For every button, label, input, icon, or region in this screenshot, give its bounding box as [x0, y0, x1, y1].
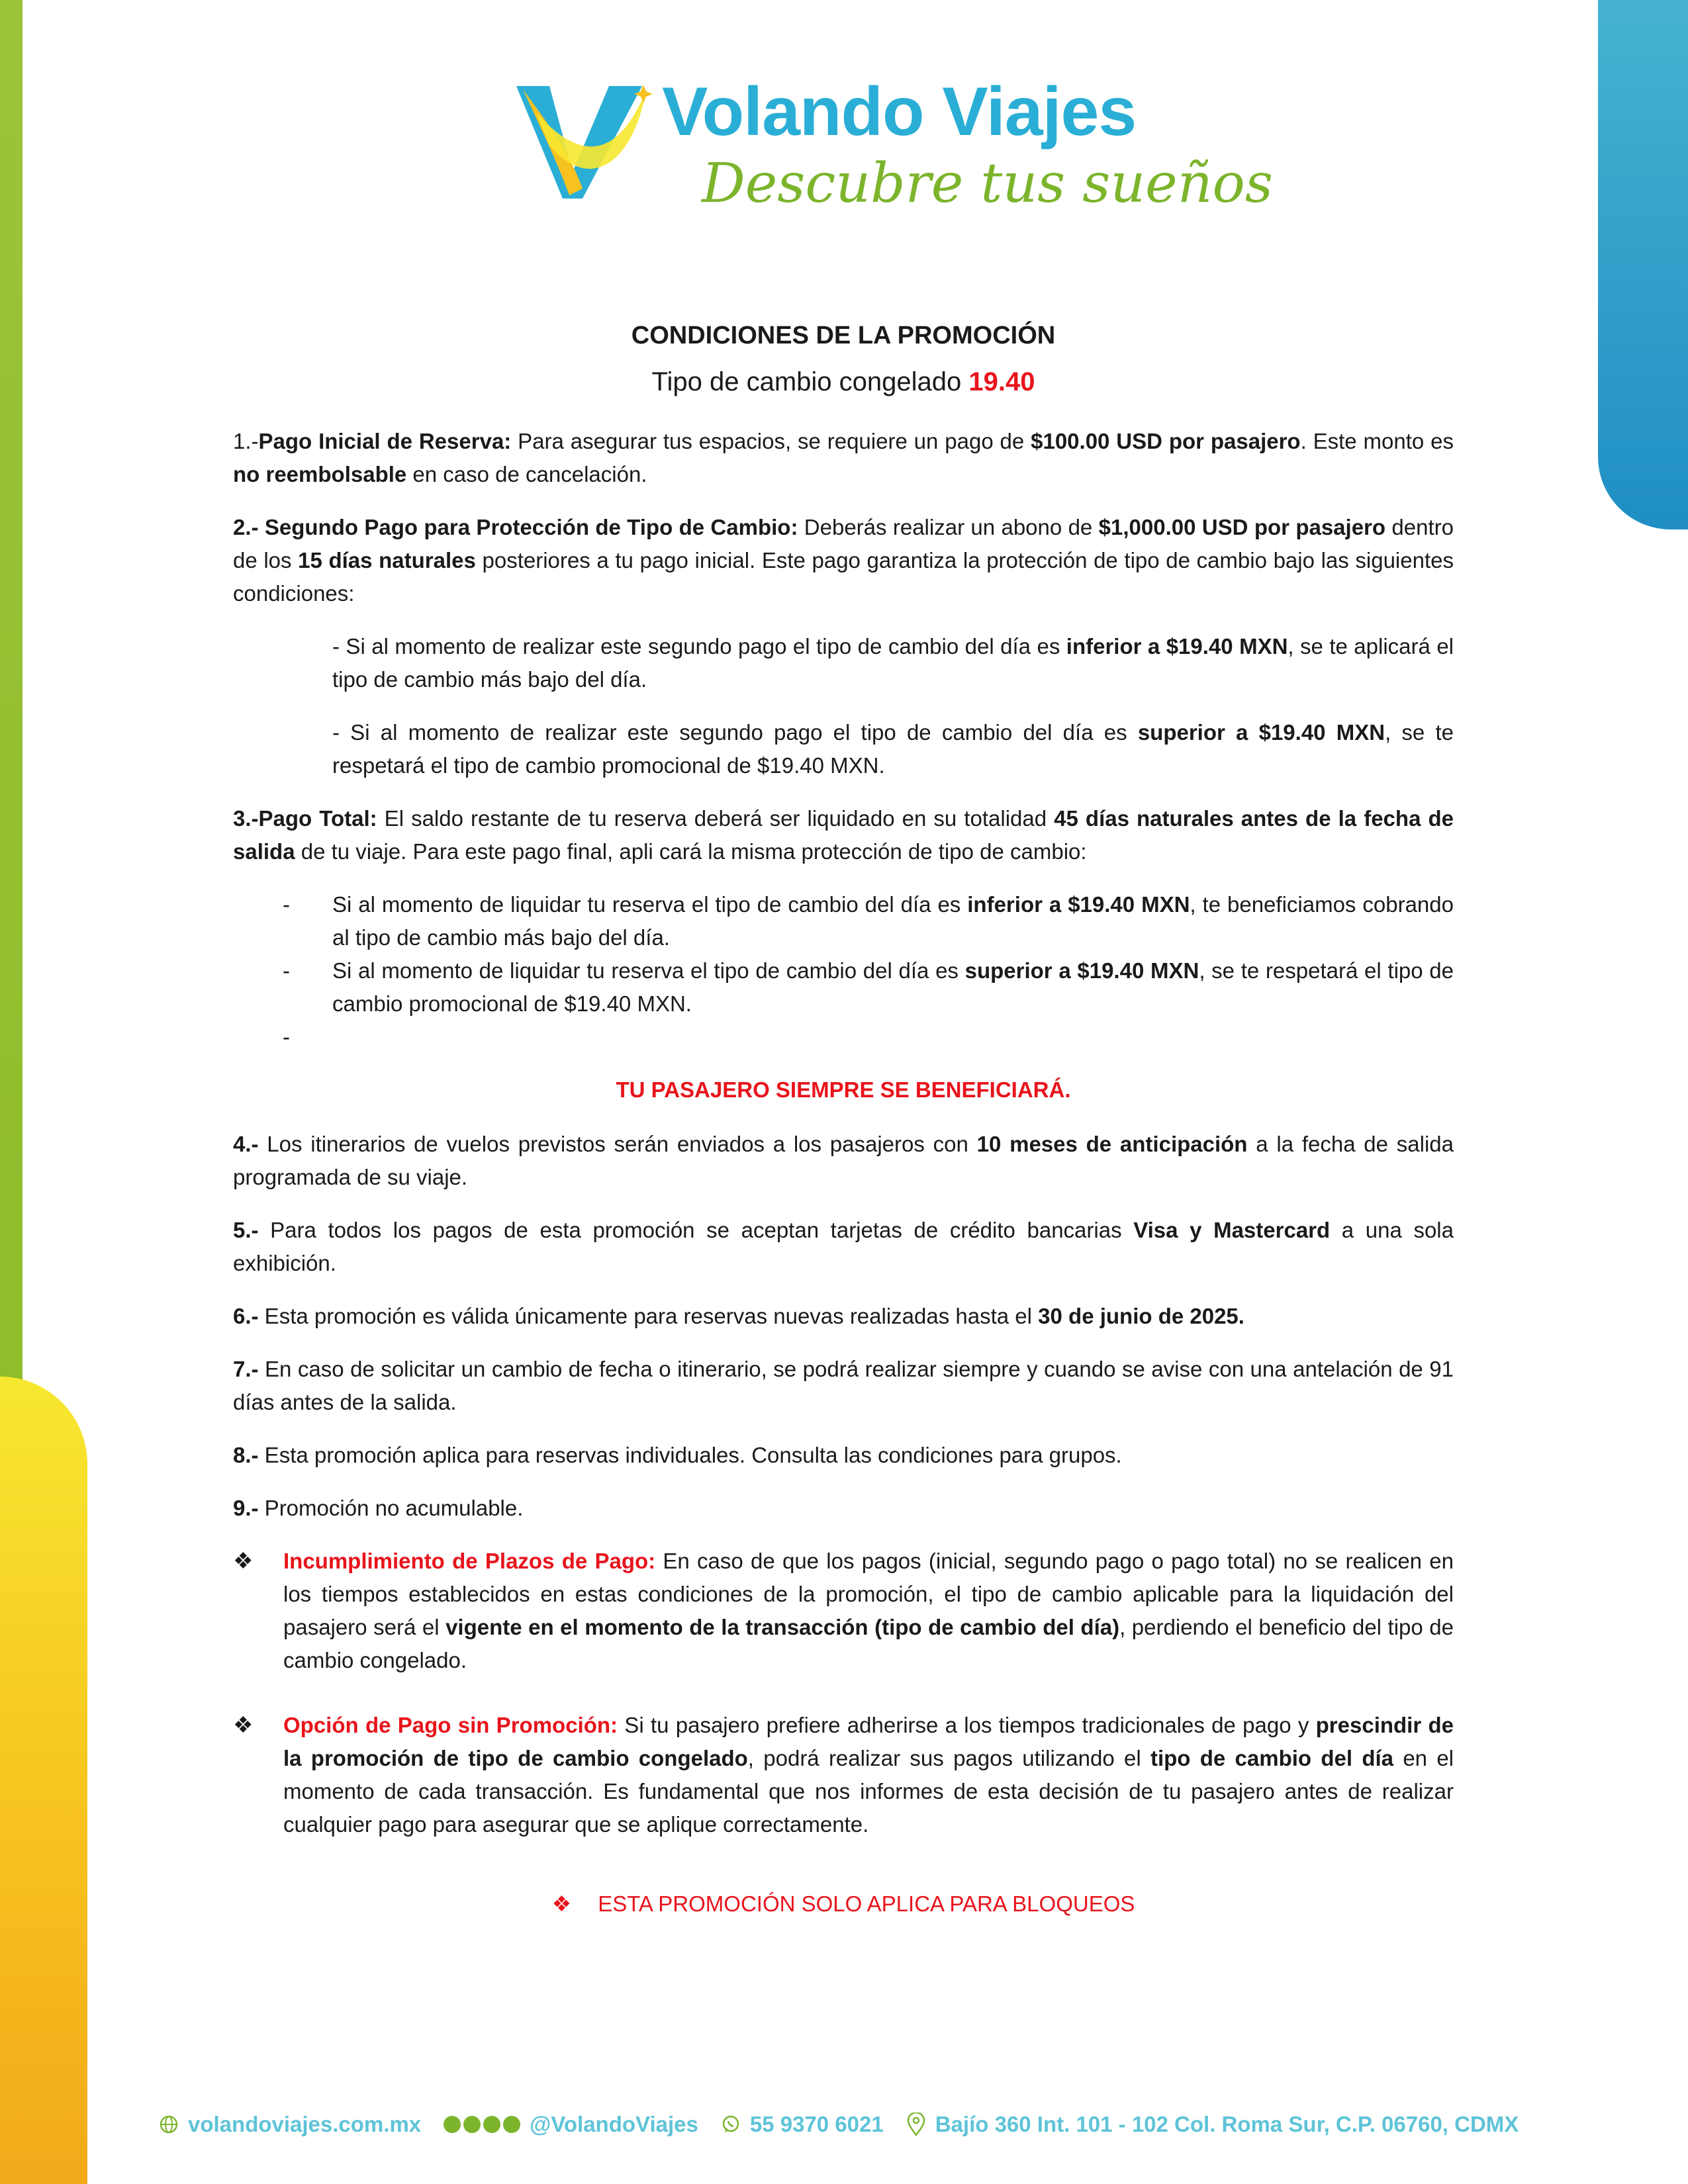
document-title: CONDICIONES DE LA PROMOCIÓN	[631, 322, 1056, 349]
condition-2-amount: $1,000.00 USD por pasajero	[1098, 515, 1386, 539]
condition-3-text-2: de tu viaje. Para este pago final, apli cará la misma protección de tipo de cambio:	[295, 839, 1087, 864]
list-item-text-2: , te beneficiamos cobrando al tipo de cambio más bajo del día.	[332, 892, 1454, 950]
brand-tagline: Descubre tus sueños	[702, 152, 1273, 215]
final-notice-text: ESTA PROMOCIÓN SOLO APLICA PARA BLOQUEOS	[598, 1891, 1135, 1916]
condition-2-days: 15 días naturales	[298, 548, 476, 572]
bullet-late-payment-rate: vigente en el momento de la transacción (tipo de cambio del día)	[445, 1615, 1120, 1639]
condition-4-text-2: a la fecha de salida programada de su viaje.	[233, 1132, 1454, 1189]
list-item-empty	[233, 1021, 1454, 1054]
condition-4	[233, 1128, 1454, 1194]
condition-1-text-3: en caso de cancelación.	[406, 462, 647, 486]
condition-5-text-2: a una sola exhibición.	[233, 1218, 1454, 1275]
bullet-no-promo	[233, 1709, 1454, 1841]
dash-marker: -	[283, 1024, 290, 1049]
condition-5-number: 5.-	[233, 1218, 259, 1242]
document-subtitle	[233, 365, 1454, 398]
location-pin-icon	[906, 2113, 926, 2136]
condition-3-deadline: 45 días naturales antes de la fecha de salida	[233, 806, 1454, 864]
sub-1-threshold: inferior a $19.40 MXN	[1066, 634, 1288, 659]
sub-1-text: - Si al momento de realizar este segundo pago el tipo de cambio del día es	[332, 634, 1066, 659]
condition-7-text: En caso de solicitar un cambio de fecha o itinerario, se podrá realizar siempre y cuando se avise con una antelación de 91 días antes de la salida.	[233, 1357, 1454, 1414]
condition-9-text: Promoción no acumulable.	[258, 1496, 524, 1520]
bullet-no-promo-rate: tipo de cambio del día	[1150, 1746, 1394, 1770]
bullet-late-payment-heading: Incumplimiento de Plazos de Pago:	[283, 1549, 656, 1573]
decorative-right-blue-band	[1598, 0, 1688, 529]
condition-7	[233, 1353, 1454, 1419]
condition-2-sub-2	[332, 716, 1454, 782]
bullet-late-payment-text: En caso de que los pagos (inicial, segundo pago o pago total) no se realicen en los tiempos establecidos en estas condiciones de la promoción, el tipo de cambio aplicable para la liquidación del pasajero será el	[283, 1549, 1454, 1639]
condition-2-text-3: posteriores a tu pago inicial. Este pago garantiza la protección de tipo de cambio bajo las siguientes condiciones:	[233, 548, 1454, 606]
condition-1-nonrefundable: no reembolsable	[233, 462, 407, 486]
list-item	[233, 888, 1454, 954]
bullet-no-promo-text: Si tu pasajero prefiere adherirse a los tiempos tradicionales de pago y	[618, 1713, 1316, 1737]
condition-2-sub-1	[332, 630, 1454, 696]
final-notice	[233, 1888, 1454, 1921]
condition-3-heading: 3.-Pago Total:	[233, 806, 377, 831]
tiktok-icon[interactable]	[483, 2116, 500, 2133]
benefit-highlight: TU PASAJERO SIEMPRE SE BENEFICIARÁ.	[616, 1077, 1071, 1102]
condition-6-text: Esta promoción es válida únicamente para reservas nuevas realizadas hasta el	[258, 1304, 1039, 1328]
condition-1-text-2: . Este monto es	[1300, 429, 1454, 453]
footer-website[interactable]	[159, 2112, 421, 2137]
condition-1-number: 1.-	[233, 429, 259, 453]
condition-8-number: 8.-	[233, 1443, 259, 1467]
instagram-icon[interactable]	[463, 2116, 481, 2133]
address-text: Bajío 360 Int. 101 - 102 Col. Roma Sur, C.P. 06760, CDMX	[935, 2112, 1519, 2136]
social-icons	[444, 2116, 520, 2133]
decorative-left-green-band	[0, 0, 23, 1403]
footer-social[interactable]	[444, 2112, 698, 2137]
list-item	[233, 954, 1454, 1021]
condition-1-text: Para asegurar tus espacios, se requiere un pago de	[511, 429, 1031, 453]
condition-1	[233, 425, 1454, 491]
sub-2-text: - Si al momento de realizar este segundo pago el tipo de cambio del día es	[332, 720, 1138, 745]
website-link[interactable]: volandoviajes.com.mx	[188, 2112, 422, 2136]
brand-logo	[510, 66, 1273, 225]
dash-marker: -	[283, 892, 290, 917]
condition-4-text: Los itinerarios de vuelos previstos serán enviados a los pasajeros con	[258, 1132, 977, 1156]
condition-6-number: 6.-	[233, 1304, 259, 1328]
subtitle-text: Tipo de cambio congelado	[651, 367, 969, 396]
bullet-late-payment	[233, 1545, 1454, 1677]
condition-7-number: 7.-	[233, 1357, 259, 1381]
youtube-icon[interactable]	[503, 2116, 520, 2133]
condition-3-text: El saldo restante de tu reserva deberá ser liquidado en su totalidad	[377, 806, 1055, 831]
condition-1-heading: Pago Inicial de Reserva:	[258, 429, 512, 453]
bullet-no-promo-heading: Opción de Pago sin Promoción:	[283, 1713, 618, 1737]
list-item-text: Si al momento de liquidar tu reserva el tipo de cambio del día es	[332, 958, 965, 983]
condition-5	[233, 1214, 1454, 1280]
logo-v-mark-icon	[510, 73, 662, 205]
condition-2	[233, 511, 1454, 610]
diamond-bullet-icon: ❖	[233, 1713, 254, 1738]
list-item-threshold: superior a $19.40 MXN	[964, 958, 1199, 983]
facebook-icon[interactable]	[444, 2116, 461, 2133]
sub-1-text-2: , se te aplicará el tipo de cambio más bajo del día.	[332, 634, 1454, 692]
condition-4-advance: 10 meses de anticipación	[976, 1132, 1248, 1156]
condition-8-text: Esta promoción aplica para reservas individuales. Consulta las condiciones para grupos.	[258, 1443, 1122, 1467]
condition-8	[233, 1439, 1454, 1472]
condition-4-number: 4.-	[233, 1132, 259, 1156]
bullet-no-promo-text-2: , podrá realizar sus pagos utilizando el	[747, 1746, 1150, 1770]
condition-2-text-2: dentro de los	[233, 515, 1454, 572]
condition-1-amount: $100.00 USD por pasajero	[1031, 429, 1301, 453]
condition-9	[233, 1492, 1454, 1525]
footer-address	[906, 2112, 1519, 2137]
condition-3	[233, 802, 1454, 868]
diamond-bullet-icon: ❖	[233, 1549, 254, 1574]
condition-5-text: Para todos los pagos de esta promoción se aceptan tarjetas de crédito bancarias	[258, 1218, 1134, 1242]
footer-contact-bar	[159, 2108, 1549, 2141]
diamond-bullet-icon: ❖	[551, 1891, 572, 1916]
dash-marker: -	[283, 958, 290, 983]
bullet-late-payment-text-2: , perdiendo el beneficio del tipo de cambio congelado.	[283, 1615, 1454, 1672]
sub-2-threshold: superior a $19.40 MXN	[1137, 720, 1385, 745]
phone-number[interactable]: 55 9370 6021	[749, 2112, 884, 2136]
social-handle[interactable]: @VolandoViajes	[530, 2112, 698, 2136]
list-item-text: Si al momento de liquidar tu reserva el tipo de cambio del día es	[332, 892, 968, 917]
bullet-no-promo-waive: prescindir de la promoción de tipo de cambio congelado	[283, 1713, 1454, 1770]
whatsapp-icon	[721, 2115, 741, 2134]
subtitle-rate: 19.40	[968, 367, 1035, 396]
list-item-threshold: inferior a $19.40 MXN	[967, 892, 1190, 917]
condition-5-cards: Visa y Mastercard	[1133, 1218, 1331, 1242]
sub-2-text-2: , se te respetará el tipo de cambio promocional de $19.40 MXN.	[332, 720, 1454, 778]
condition-9-number: 9.-	[233, 1496, 259, 1520]
condition-6	[233, 1300, 1454, 1333]
condition-2-text: Deberás realizar un abono de	[798, 515, 1099, 539]
globe-icon	[159, 2115, 179, 2134]
document-body	[233, 304, 1454, 1921]
list-item-text-2: , se te respetará el tipo de cambio promocional de $19.40 MXN.	[332, 958, 1454, 1016]
decorative-left-yellow-band	[0, 1377, 87, 2184]
condition-2-heading: 2.- Segundo Pago para Protección de Tipo de Cambio:	[233, 515, 798, 539]
bullet-no-promo-text-3: en el momento de cada transacción. Es fundamental que nos informes de esta decisión de tu pasajero antes de realizar cualquier pago para asegurar que se aplique correctamente.	[283, 1746, 1454, 1837]
condition-3-list	[233, 888, 1454, 1054]
footer-phone[interactable]	[721, 2112, 884, 2137]
condition-6-date: 30 de junio de 2025.	[1038, 1304, 1244, 1328]
brand-name: Volando Viajes	[662, 73, 1137, 150]
